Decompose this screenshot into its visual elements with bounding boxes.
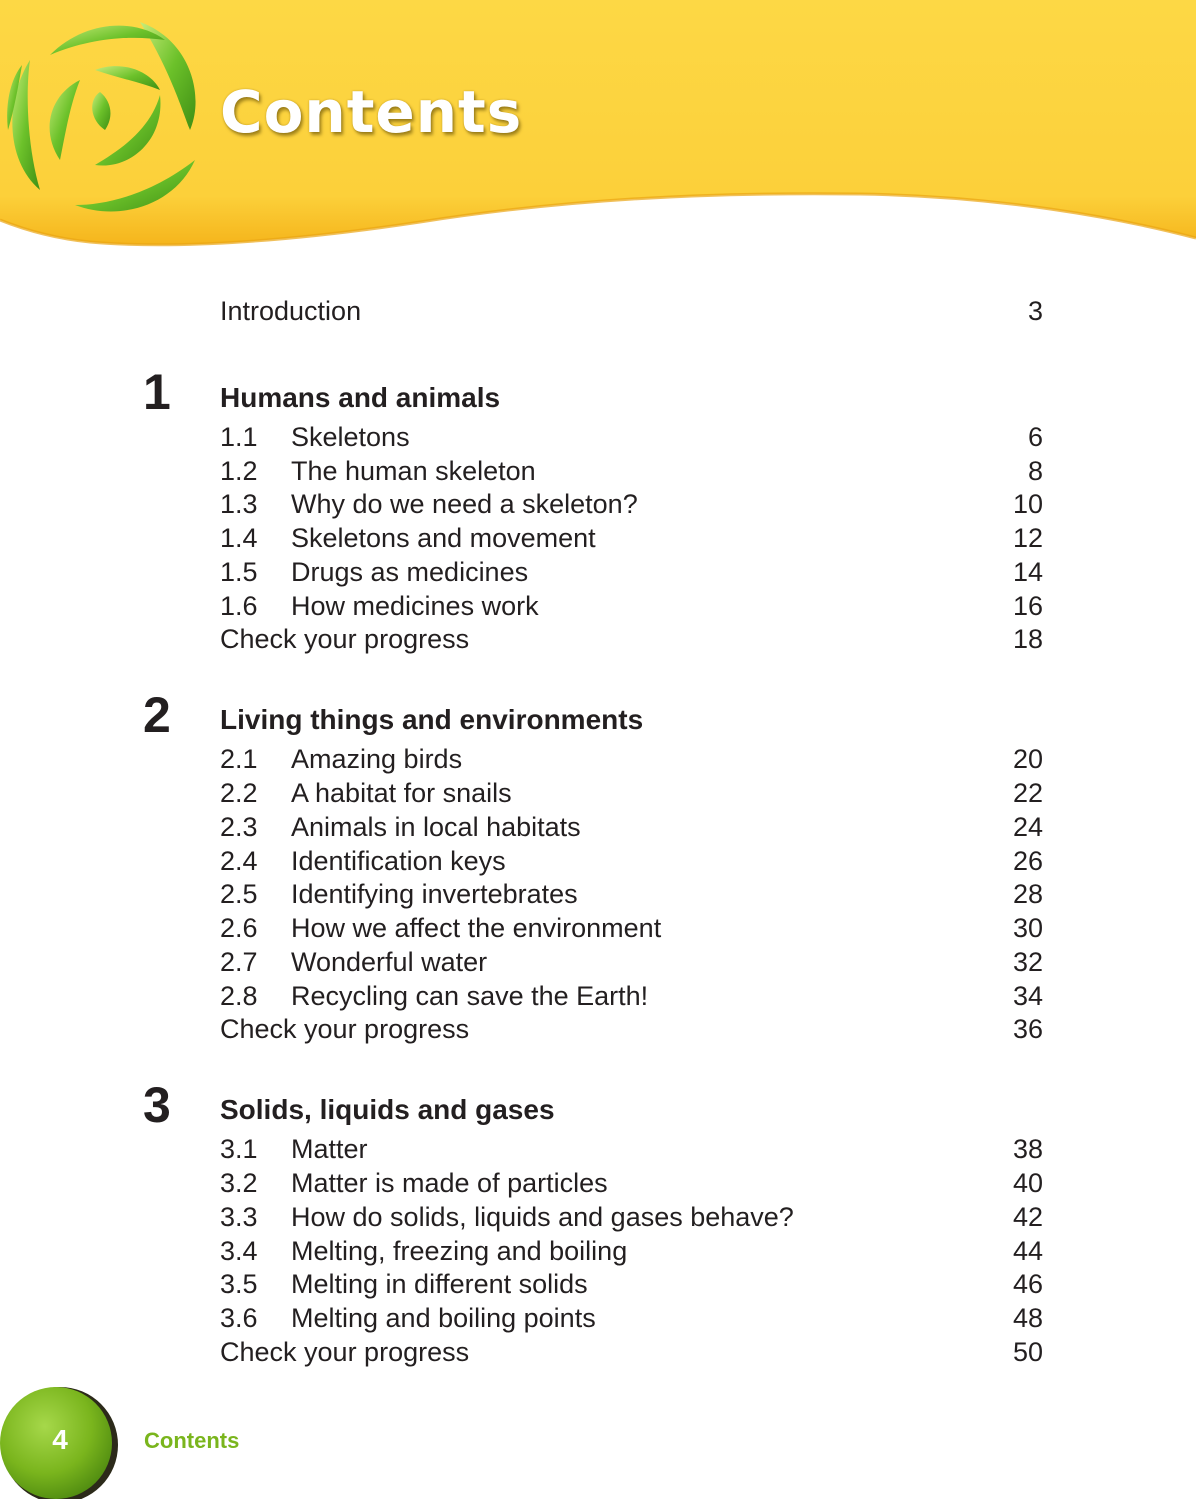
toc-entry-page: 46 (1012, 1269, 1043, 1299)
toc-entry-page: 26 (1012, 846, 1043, 876)
toc-entry-page: 36 (1012, 1014, 1043, 1044)
toc-entry-page: 30 (1012, 913, 1043, 943)
section-number: 3.3 (220, 1202, 258, 1232)
toc-entry-label: Amazing birds (291, 744, 463, 774)
toc-entry-check-progress[interactable] (220, 1012, 1043, 1046)
toc-entry-page: 22 (1012, 778, 1043, 808)
toc-entry[interactable] (220, 810, 1043, 844)
toc-entry-check-progress[interactable] (220, 622, 1043, 656)
page-number: 4 (52, 1424, 68, 1455)
toc-entry-label: Why do we need a skeleton? (291, 489, 638, 519)
toc-entry[interactable] (220, 1200, 1043, 1234)
toc-entry[interactable] (220, 1267, 1043, 1301)
section-number: 3.5 (220, 1269, 258, 1299)
toc-entry-label: Introduction (220, 296, 362, 326)
section-number: 2.4 (220, 846, 258, 876)
chapter-title[interactable]: Humans and animals (220, 382, 501, 413)
toc-entry-label: How do solids, liquids and gases behave? (291, 1202, 794, 1232)
toc-entry[interactable] (220, 487, 1043, 521)
toc-entry-label: How we affect the environment (291, 913, 662, 943)
toc-entry-label: A habitat for snails (291, 778, 512, 808)
toc-entry-page: 20 (1012, 744, 1043, 774)
toc-entry-label: Matter is made of particles (291, 1168, 608, 1198)
section-number: 2.5 (220, 879, 258, 909)
toc-entry[interactable] (220, 844, 1043, 878)
section-number: 1.3 (220, 489, 258, 519)
toc-entry[interactable] (220, 742, 1043, 776)
section-number: 2.1 (220, 744, 258, 774)
chapter-number: 1 (143, 364, 171, 420)
page-title: Contents (220, 78, 523, 146)
toc-entry-page: 32 (1012, 947, 1043, 977)
toc-entry-page: 3 (1027, 296, 1043, 326)
toc-entry-page: 14 (1012, 557, 1043, 587)
section-number: 1.2 (220, 456, 258, 486)
toc-entry-label: Melting and boiling points (291, 1303, 596, 1333)
toc-entry-page: 24 (1012, 812, 1043, 842)
toc-entry-introduction[interactable] (220, 294, 1043, 328)
toc-entry-page: 12 (1012, 523, 1043, 553)
toc-entry[interactable] (220, 454, 1043, 488)
toc-entry-page: 38 (1012, 1134, 1043, 1164)
toc-entry-label: Animals in local habitats (291, 812, 581, 842)
toc-entry-label: Matter (291, 1134, 368, 1164)
toc-entry-page: 34 (1012, 981, 1043, 1011)
section-number: 3.1 (220, 1134, 258, 1164)
chapter-number: 3 (143, 1077, 171, 1133)
toc-entry-page: 44 (1012, 1236, 1043, 1266)
toc-entry[interactable] (220, 420, 1043, 454)
section-number: 2.7 (220, 947, 258, 977)
toc-entry-label: Check your progress (220, 624, 470, 654)
footer-section-label: Contents (144, 1428, 240, 1453)
toc-entry-label: Melting in different solids (291, 1269, 588, 1299)
toc-entry-label: Drugs as medicines (291, 557, 529, 587)
chapter-number: 2 (143, 687, 171, 743)
toc-entry-page: 42 (1012, 1202, 1043, 1232)
toc-entry[interactable] (220, 877, 1043, 911)
section-number: 1.5 (220, 557, 258, 587)
toc-entry[interactable] (220, 555, 1043, 589)
toc-entry-label: Wonderful water (291, 947, 488, 977)
section-number: 2.6 (220, 913, 258, 943)
chapter-title[interactable]: Living things and environments (220, 704, 644, 735)
toc-entry-page: 48 (1012, 1303, 1043, 1333)
toc-entry[interactable] (220, 1301, 1043, 1335)
toc-entry[interactable] (220, 911, 1043, 945)
toc-entry-label: Recycling can save the Earth! (291, 981, 649, 1011)
toc-entry-label: The human skeleton (291, 456, 536, 486)
toc-entry-page: 28 (1012, 879, 1043, 909)
section-number: 1.1 (220, 422, 258, 452)
toc-entry-page: 10 (1012, 489, 1043, 519)
header-banner (0, 0, 1196, 260)
section-number: 1.4 (220, 523, 258, 553)
toc-entry-label: Check your progress (220, 1337, 470, 1367)
toc-entry-label: How medicines work (291, 591, 539, 621)
toc-entry[interactable] (220, 1132, 1043, 1166)
toc-entry-label: Skeletons (291, 422, 410, 452)
toc-entry[interactable] (220, 945, 1043, 979)
section-number: 1.6 (220, 591, 258, 621)
section-number: 3.6 (220, 1303, 258, 1333)
toc-entry-page: 18 (1012, 624, 1043, 654)
toc-entry[interactable] (220, 521, 1043, 555)
toc-entry-check-progress[interactable] (220, 1335, 1043, 1369)
toc-entry-page: 6 (1027, 422, 1043, 452)
section-number: 3.4 (220, 1236, 258, 1266)
toc-entry-label: Check your progress (220, 1014, 470, 1044)
toc-entry[interactable] (220, 776, 1043, 810)
chapter-title[interactable]: Solids, liquids and gases (220, 1094, 555, 1125)
toc-entry[interactable] (220, 979, 1043, 1013)
toc-entry-label: Identification keys (291, 846, 506, 876)
section-number: 2.2 (220, 778, 258, 808)
toc-entry[interactable] (220, 1166, 1043, 1200)
section-number: 2.8 (220, 981, 258, 1011)
toc-entry-page: 16 (1012, 591, 1043, 621)
toc-entry-label: Skeletons and movement (291, 523, 596, 553)
toc-entry-page: 8 (1027, 456, 1043, 486)
section-number: 2.3 (220, 812, 258, 842)
toc-entry-page: 40 (1012, 1168, 1043, 1198)
toc-entry-label: Melting, freezing and boiling (291, 1236, 628, 1266)
toc-entry[interactable] (220, 589, 1043, 623)
toc-entry-label: Identifying invertebrates (291, 879, 578, 909)
toc-entry[interactable] (220, 1234, 1043, 1268)
toc-entry-page: 50 (1012, 1337, 1043, 1367)
section-number: 3.2 (220, 1168, 258, 1198)
